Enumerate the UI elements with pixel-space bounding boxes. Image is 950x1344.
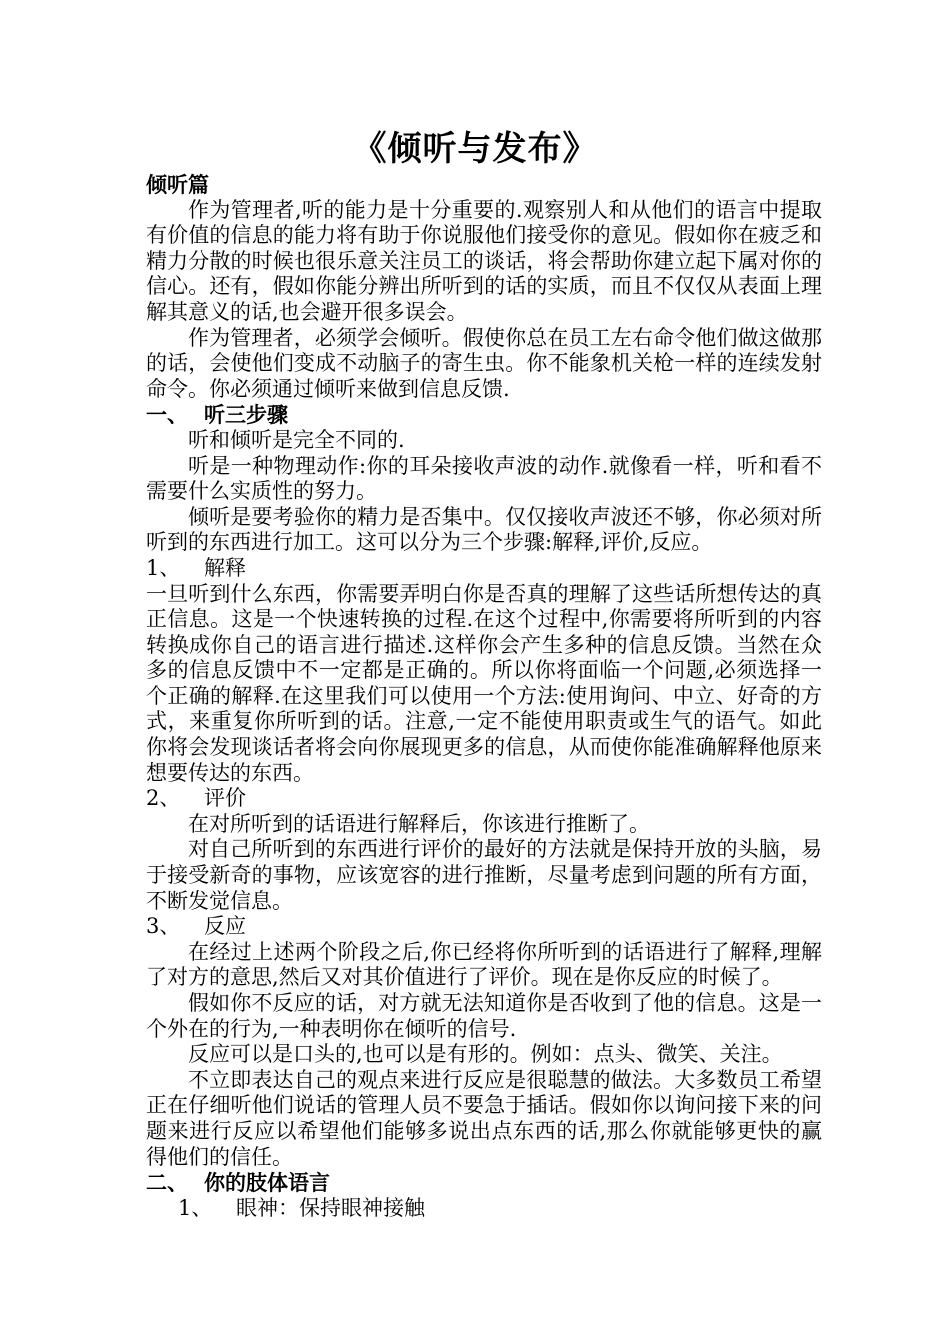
subheading-interpret bbox=[146, 556, 822, 582]
heading-text: 你的肢体语言 bbox=[204, 1170, 330, 1196]
heading-text: 听三步骤 bbox=[204, 402, 288, 428]
subheading-text: 评价 bbox=[204, 786, 246, 811]
document-title: 《倾听与发布》 bbox=[352, 129, 598, 169]
subheading-text: 解释 bbox=[204, 555, 246, 580]
section-heading-listen: 倾听篇 bbox=[146, 172, 209, 197]
subheading-text: 反应 bbox=[204, 914, 246, 939]
heading-body-language bbox=[146, 1170, 822, 1196]
paragraph: 不立即表达自己的观点来进行反应是很聪慧的做法。大多数员工希望正在仔细听他们说话的管理人员不要急于插话。假如你以询问接下来的问题来进行反应以希望他们能够多说出点东西的话,那么你就能够更快的赢得他们的信任。 bbox=[146, 1067, 822, 1169]
paragraph: 在经过上述两个阶段之后,你已经将你所听到的话语进行了解释,理解了对方的意思,然后又对其价值进行了评价。现在是你反应的时候了。 bbox=[146, 939, 822, 990]
paragraph: 一旦听到什么东西，你需要弄明白你是否真的理解了这些话所想传达的真正信息。这是一个快速转换的过程.在这个过程中,你需要将所听到的内容转换成你自己的语言进行描述.这样你会产生多种的信息反馈。当然在众多的信息反馈中不一定都是正确的。所以你将面临一个问题,必须选择一个正确的解释.在这里我们可以使用一个方法:使用询问、中立、好奇的方式，来重复你所听到的话。注意,一定不能使用职责或生气的语气。如此你将会发现谈话者将会向你展现更多的信息，从而使你能准确解释他原来想要传达的东西。 bbox=[146, 581, 822, 785]
paragraph: 对自己所听到的东西进行评价的最好的方法就是保持开放的头脑，易于接受新奇的事物，应该宽容的进行推断，尽量考虑到问题的所有方面，不断发觉信息。 bbox=[146, 837, 822, 913]
subheading-text: 眼神：保持眼神接触 bbox=[236, 1195, 425, 1220]
heading-three-steps bbox=[146, 402, 822, 428]
paragraph: 在对所听到的话语进行解释后，你该进行推断了。 bbox=[188, 811, 650, 836]
paragraph: 反应可以是口头的,也可以是有形的。例如：点头、微笑、关注。 bbox=[188, 1042, 783, 1067]
subheading-number: 1、 bbox=[178, 1195, 213, 1220]
subheading-number: 3、 bbox=[146, 914, 181, 939]
subheading-number: 1、 bbox=[146, 555, 181, 580]
heading-number: 二、 bbox=[146, 1170, 188, 1196]
paragraph: 假如你不反应的话，对方就无法知道你是否收到了他的信息。这是一个外在的行为,一种表明你在倾听的信号. bbox=[146, 991, 822, 1041]
heading-number: 一、 bbox=[146, 402, 188, 428]
paragraph: 作为管理者,听的能力是十分重要的.观察别人和从他们的语言中提取有价值的信息的能力将有助于你说服他们接受你的意见。假如你在疲乏和精力分散的时候也很乐意关注员工的谈话，将会帮助你建立起下属对你的信心。还有，假如你能分辨出所听到的话的实质，而且不仅仅从表面上理解其意义的话,也会避开很多误会。 bbox=[146, 197, 822, 324]
subheading-number: 2、 bbox=[146, 786, 181, 811]
subheading-eye-contact bbox=[146, 1196, 822, 1222]
subheading-respond bbox=[146, 914, 822, 940]
subheading-evaluate bbox=[146, 786, 822, 812]
paragraph: 听和倾听是完全不同的. bbox=[188, 427, 405, 452]
paragraph: 倾听是要考验你的精力是否集中。仅仅接收声波还不够，你必须对所听到的东西进行加工。这可以分为三个步骤:解释,评价,反应。 bbox=[146, 504, 822, 555]
document-body bbox=[146, 172, 822, 1221]
paragraph: 作为管理者，必须学会倾听。假使你总在员工左右命令他们做这做那的话，会使他们变成不动脑子的寄生虫。你不能象机关枪一样的连续发射命令。你必须通过倾听来做到信息反馈. bbox=[146, 325, 822, 401]
paragraph: 听是一种物理动作:你的耳朵接收声波的动作.就像看一样，听和看不需要什么实质性的努力。 bbox=[146, 453, 822, 504]
